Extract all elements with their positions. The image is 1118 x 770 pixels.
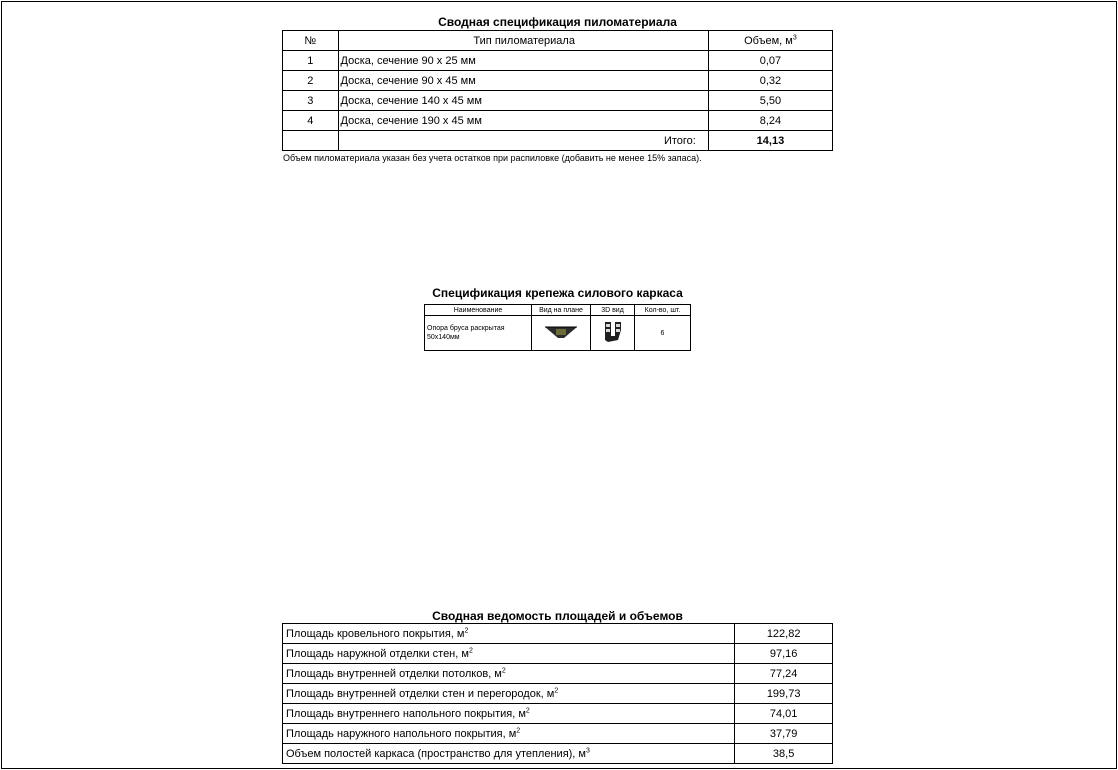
lumber-note: Объем пиломатериала указан без учета остатков при распиловке (добавить не менее 15% запаса). bbox=[283, 153, 702, 163]
table-row bbox=[425, 316, 691, 351]
total-row bbox=[283, 131, 833, 151]
header-volume: Объем, $м^3$ bbox=[708, 31, 832, 51]
header-qty: Кол-во, шт. bbox=[635, 305, 691, 316]
area-label: Площадь наружного напольного покрытия, $м^2$ bbox=[283, 724, 735, 744]
table-row bbox=[283, 744, 833, 764]
area-value: 77,24 bbox=[735, 664, 833, 684]
header-plan-view: Вид на плане bbox=[532, 305, 591, 316]
row-type: Доска, сечение 140 х 45 мм bbox=[338, 91, 708, 111]
table-row bbox=[283, 704, 833, 724]
table-row bbox=[283, 71, 833, 91]
header-type: Тип пиломатериала bbox=[338, 31, 708, 51]
row-no: 2 bbox=[283, 71, 339, 91]
total-label: Итого: bbox=[338, 131, 708, 151]
area-label: Площадь кровельного покрытия, $м^2$ bbox=[283, 624, 735, 644]
table-row bbox=[283, 644, 833, 664]
table-row bbox=[283, 664, 833, 684]
area-value: 122,82 bbox=[735, 624, 833, 644]
bracket-plan-icon bbox=[544, 325, 578, 339]
table-row bbox=[283, 111, 833, 131]
bracket-3d-icon bbox=[602, 320, 624, 344]
header-name: Наименование bbox=[425, 305, 532, 316]
row-type: Доска, сечение 190 х 45 мм bbox=[338, 111, 708, 131]
plan-view-cell bbox=[532, 316, 591, 351]
areas-summary-title: Сводная ведомость площадей и объемов bbox=[432, 609, 683, 623]
lumber-spec-title: Сводная спецификация пиломатериала bbox=[438, 15, 677, 29]
total-value: 14,13 bbox=[708, 131, 832, 151]
area-label: Площадь внутренней отделки потолков, $м^2$ bbox=[283, 664, 735, 684]
row-volume: 0,32 bbox=[708, 71, 832, 91]
row-volume: 0,07 bbox=[708, 51, 832, 71]
fastener-qty: 6 bbox=[635, 316, 691, 351]
area-label: Объем полостей каркаса (пространство для утепления), $м^3$ bbox=[283, 744, 735, 764]
header-3d-view: 3D вид bbox=[591, 305, 635, 316]
area-value: 199,73 bbox=[735, 684, 833, 704]
lumber-spec-table bbox=[282, 30, 833, 151]
area-value: 37,79 bbox=[735, 724, 833, 744]
row-no: 4 bbox=[283, 111, 339, 131]
area-label: Площадь наружной отделки стен, $м^2$ bbox=[283, 644, 735, 664]
row-volume: 8,24 bbox=[708, 111, 832, 131]
area-value: 38,5 bbox=[735, 744, 833, 764]
area-value: 97,16 bbox=[735, 644, 833, 664]
area-label: Площадь внутренней отделки стен и перегородок, $м^2$ bbox=[283, 684, 735, 704]
table-row bbox=[283, 51, 833, 71]
row-no: 1 bbox=[283, 51, 339, 71]
areas-summary-table bbox=[282, 623, 833, 764]
table-row bbox=[283, 91, 833, 111]
header-no: № bbox=[283, 31, 339, 51]
table-row bbox=[283, 724, 833, 744]
table-row bbox=[283, 684, 833, 704]
table-row bbox=[283, 624, 833, 644]
row-type: Доска, сечение 90 х 45 мм bbox=[338, 71, 708, 91]
fasteners-spec-title: Спецификация крепежа силового каркаса bbox=[432, 286, 683, 300]
table-header-row bbox=[425, 305, 691, 316]
area-value: 74,01 bbox=[735, 704, 833, 724]
total-empty-cell bbox=[283, 131, 339, 151]
area-label: Площадь внутреннего напольного покрытия, $м^2$ bbox=[283, 704, 735, 724]
row-no: 3 bbox=[283, 91, 339, 111]
fastener-name: Опора бруса раскрытая 50х140мм bbox=[425, 316, 532, 351]
table-header-row bbox=[283, 31, 833, 51]
3d-view-cell bbox=[591, 316, 635, 351]
row-type: Доска, сечение 90 х 25 мм bbox=[338, 51, 708, 71]
fasteners-spec-table bbox=[424, 304, 691, 351]
row-volume: 5,50 bbox=[708, 91, 832, 111]
